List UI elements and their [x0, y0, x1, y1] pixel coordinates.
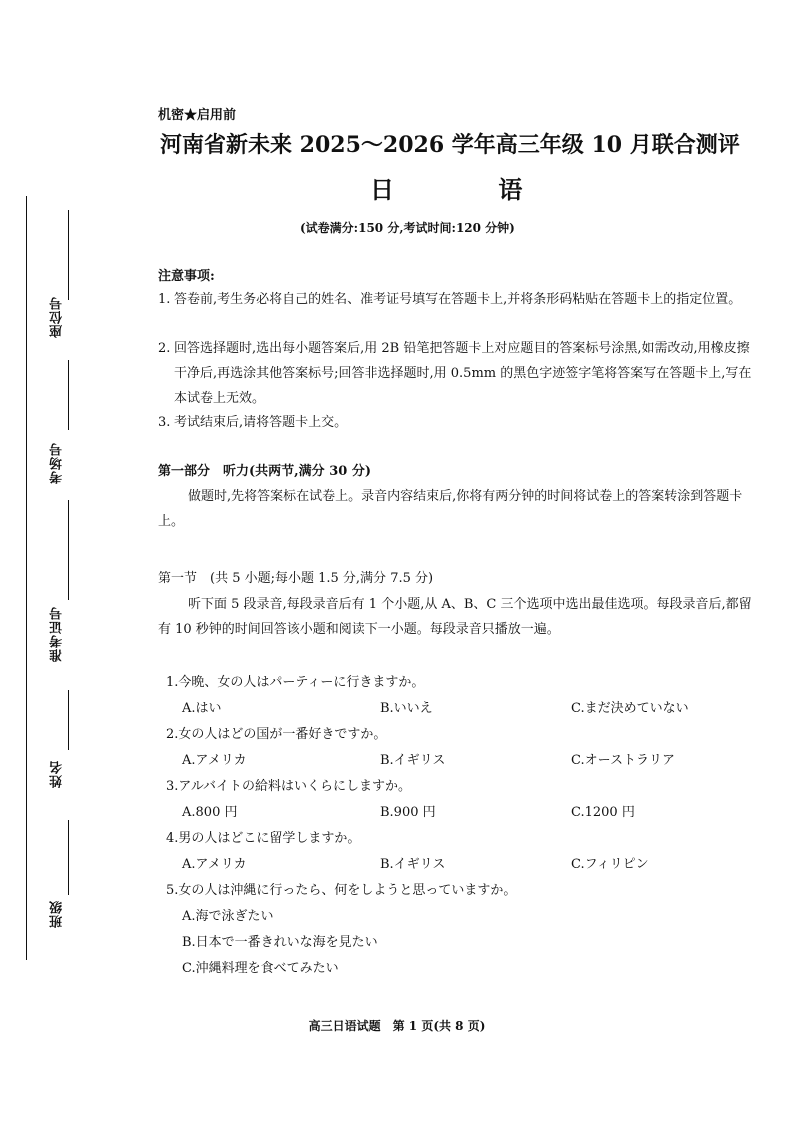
note-text: 答卷前,考生务必将自己的姓名、准考证号填写在答题卡上,并将条形码粘贴在答题卡上的指定位置。 — [174, 292, 742, 307]
note-number: 1. — [158, 292, 171, 307]
option-a[interactable]: A.はい — [182, 701, 222, 716]
seat-number-label: 座位号 — [50, 296, 65, 338]
subject-title: 日 语 — [370, 175, 571, 204]
name-label: 姓名 — [50, 760, 65, 788]
exam-room-field[interactable] — [68, 360, 69, 430]
note-number: 3. — [158, 415, 171, 430]
option-a[interactable]: A.アメリカ — [182, 753, 247, 768]
section-heading: 第一节 (共 5 小题;每小题 1.5 分,满分 7.5 分) — [158, 571, 434, 586]
admission-number-field[interactable] — [68, 500, 69, 600]
option-a[interactable]: A.アメリカ — [182, 857, 247, 872]
question-stem: 5.女の人は沖縄に行ったら、何をしようと思っていますか。 — [166, 883, 517, 898]
class-field[interactable] — [68, 820, 69, 895]
confidential-mark: 机密★启用前 — [158, 108, 237, 123]
option-b[interactable]: B.イギリス — [380, 753, 446, 768]
page-footer: 高三日语试题 第 1 页(共 8 页) — [308, 1019, 486, 1033]
note-item — [158, 410, 754, 435]
option-c[interactable]: C.オーストラリア — [571, 753, 675, 768]
option-b[interactable]: B.いいえ — [380, 701, 433, 716]
note-item — [158, 287, 754, 312]
question-stem: 4.男の人はどこに留学しますか。 — [166, 831, 361, 846]
option-b[interactable]: B.イギリス — [380, 857, 446, 872]
part-heading: 第一部分 听力(共两节,满分 30 分) — [158, 464, 371, 479]
name-field[interactable] — [68, 690, 69, 750]
note-text: 考试结束后,请将答题卡上交。 — [174, 415, 348, 430]
option-c[interactable]: C.1200 円 — [571, 805, 635, 820]
option-c[interactable]: C.フィリピン — [571, 857, 649, 872]
option-c[interactable]: C.沖縄料理を食べてみたい — [182, 961, 339, 976]
exam-title: 河南省新未来 2025～2026 学年高三年级 10 月联合测评 — [160, 132, 740, 158]
note-item — [158, 336, 754, 411]
question-stem: 3.アルバイトの給料はいくらにしますか。 — [166, 779, 411, 794]
note-text: 回答选择题时,选出每小题答案后,用 2B 铅笔把答题卡上对应题目的答案标号涂黑,如需改动,用橡皮擦干净后,再选涂其他答案标号;回答非选择题时,用 0.5mm 的黑色字迹签字笔将答案写在答题卡上,写在本试卷上无效。 — [174, 341, 752, 406]
question-stem: 1.今晩、女の人はパーティーに行きますか。 — [166, 675, 425, 690]
question-stem: 2.女の人はどの国が一番好きですか。 — [166, 727, 387, 742]
margin-vertical-line — [26, 196, 27, 960]
option-a[interactable]: A.海で泳ぎたい — [182, 909, 274, 924]
class-label: 班级 — [50, 900, 65, 928]
option-a[interactable]: A.800 円 — [182, 805, 238, 820]
option-b[interactable]: B.日本で一番きれいな海を見たい — [182, 935, 378, 950]
exam-room-label: 考场号 — [50, 442, 65, 484]
option-c[interactable]: C.まだ決めていない — [571, 701, 689, 716]
part-instruction: 做题时,先将答案标在试卷上。录音内容结束后,你将有两分钟的时间将试卷上的答案转涂到答题卡上。 — [158, 489, 743, 529]
section-instruction: 听下面 5 段录音,每段录音后有 1 个小题,从 A、B、C 三个选项中选出最佳选项。每段录音后,都留有 10 秒钟的时间回答该小题和阅读下一小题。每段录音只播放一遍。 — [158, 597, 752, 637]
note-number: 2. — [158, 341, 171, 356]
admission-number-label: 准考证号 — [50, 606, 65, 662]
notes-heading: 注意事项: — [158, 269, 215, 284]
option-b[interactable]: B.900 円 — [380, 805, 436, 820]
seat-number-field[interactable] — [68, 210, 69, 300]
score-info: (试卷满分:150 分,考试时间:120 分钟) — [300, 221, 515, 235]
